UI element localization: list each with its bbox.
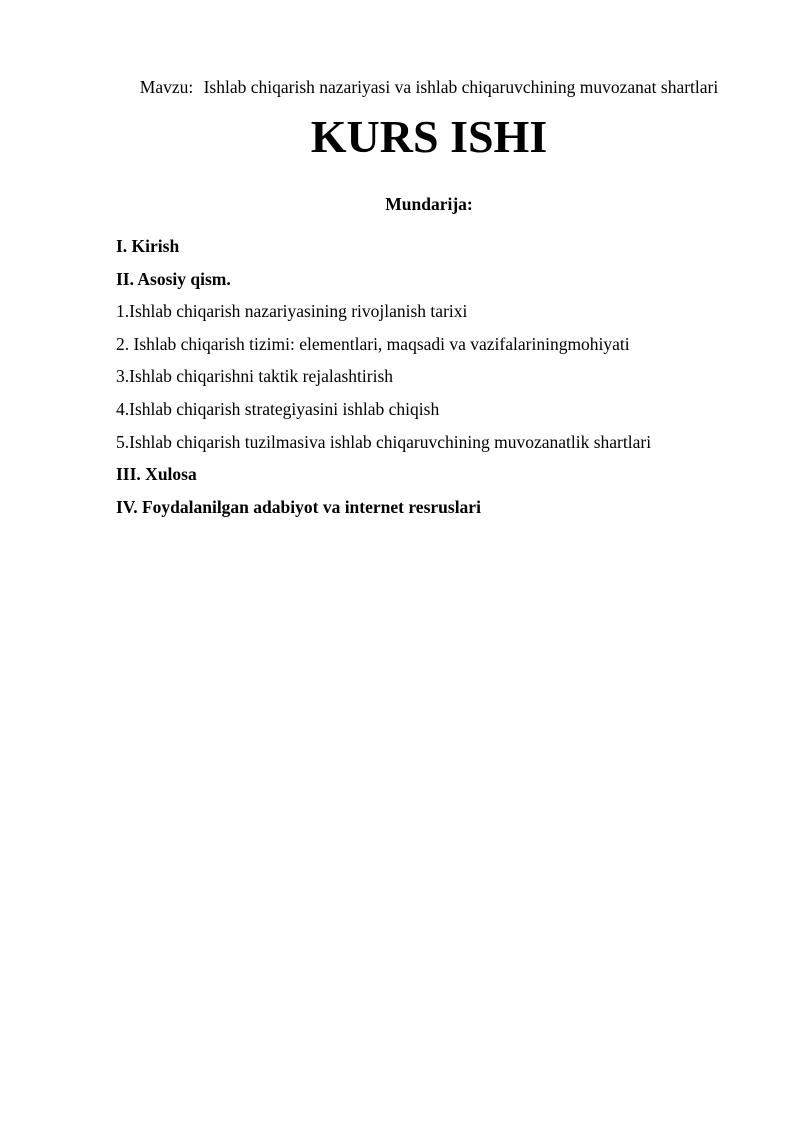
topic-label: Mavzu:: [139, 77, 194, 97]
document-topic: [0, 77, 800, 98]
toc-item-section-5: 5.Ishlab chiqarish tuzilmasiva ishlab chiqaruvchining muvozanatlik shartlari: [116, 431, 652, 452]
toc-item-introduction: I. Kirish: [116, 236, 180, 256]
toc-item-references: IV. Foydalanilgan adabiyot va internet resruslari: [116, 496, 481, 517]
topic-text: Ishlab chiqarish nazariyasi va ishlab chiqaruvchining muvozanat shartlari: [203, 77, 719, 97]
toc-item-section-1: 1.Ishlab chiqarish nazariyasining rivojlanish tarixi: [116, 301, 468, 322]
toc-heading: Mundarija:: [385, 194, 473, 214]
toc-item-main-part: II. Asosiy qism.: [116, 268, 231, 289]
document-title: KURS ISHI: [310, 111, 548, 162]
toc-item-conclusion: III. Xulosa: [116, 464, 197, 485]
toc-item-section-4: 4.Ishlab chiqarish strategiyasini ishlab chiqish: [116, 398, 440, 419]
table-of-contents: [116, 235, 651, 528]
toc-item-section-2: 2. Ishlab chiqarish tizimi: elementlari, maqsadi va vazifalariningmohiyati: [116, 333, 630, 354]
toc-item-section-3: 3.Ishlab chiqarishni taktik rejalashtirish: [116, 366, 394, 387]
